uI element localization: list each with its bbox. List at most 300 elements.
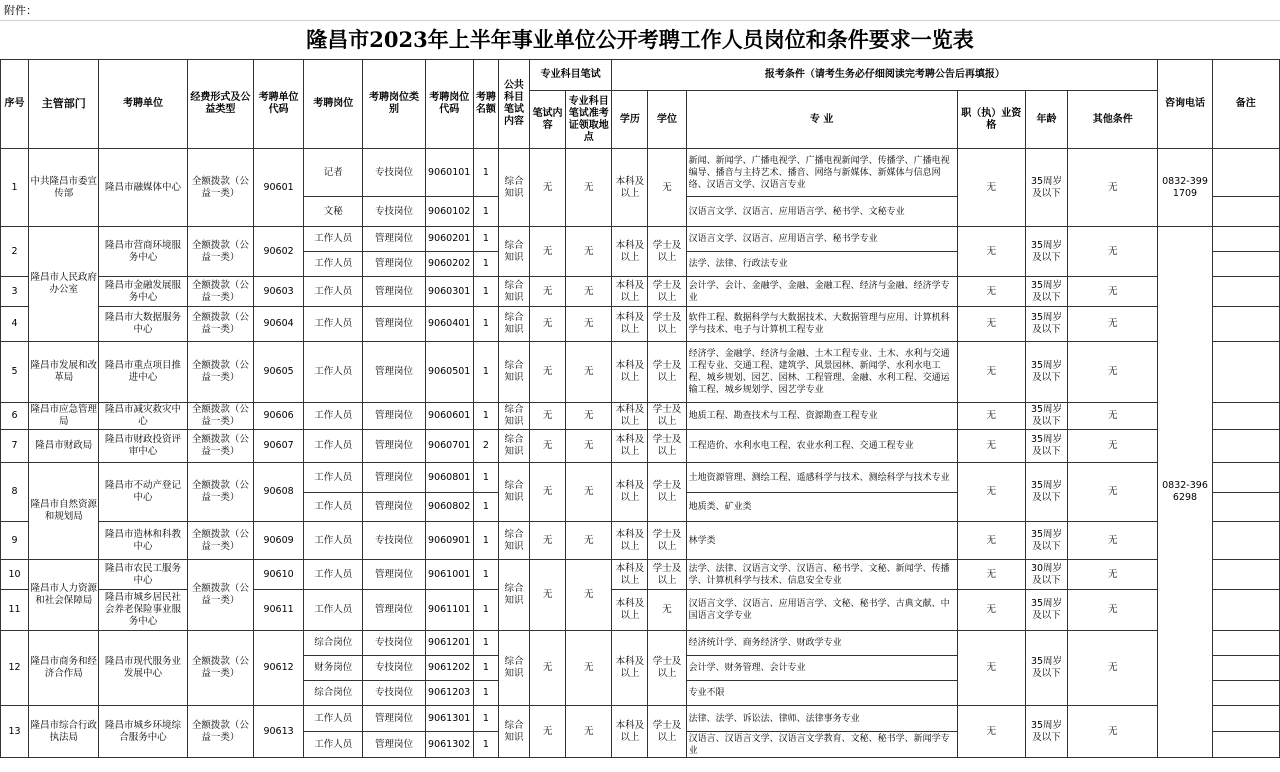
table-row (1, 706, 1280, 732)
cell-post-type: 专技岗位 (363, 681, 425, 706)
cell-unit-code: 90613 (253, 706, 303, 758)
cell-age: 35周岁及以下 (1025, 430, 1067, 463)
cell-dept: 隆昌市财政局 (29, 430, 99, 463)
cell-major: 经济统计学、商务经济学、财政学专业 (686, 631, 957, 656)
cell-seq: 6 (1, 403, 29, 430)
cell-post-type: 管理岗位 (363, 732, 425, 758)
header-age: 年龄 (1025, 91, 1067, 149)
cell-post: 工作人员 (304, 342, 363, 403)
cell-degree: 学士及以上 (648, 342, 686, 403)
cell-post: 财务岗位 (304, 656, 363, 681)
cell-edu: 本科及以上 (612, 463, 648, 522)
cell-spec: 无 (530, 631, 566, 706)
header-conditions-group: 报考条件（请考生务必仔细阅读完考聘公告后再填报） (612, 60, 1158, 91)
cell-unit: 隆昌市城乡居民社会养老保险事业服务中心 (99, 590, 187, 631)
cell-quota: 1 (473, 493, 498, 522)
cell-spec: 无 (530, 227, 566, 277)
cell-post-code: 9060901 (425, 522, 473, 560)
cell-degree: 无 (648, 149, 686, 227)
cell-ticket: 无 (566, 522, 612, 560)
cell-major: 地质工程、勘查技术与工程、资源勘查工程专业 (686, 403, 957, 430)
cell-post-code: 9061302 (425, 732, 473, 758)
cell-ticket: 无 (566, 227, 612, 277)
cell-funding: 全额拨款（公益一类） (187, 149, 253, 227)
header-funding: 经费形式及公益类型 (187, 60, 253, 149)
cell-spec: 无 (530, 522, 566, 560)
cell-post: 工作人员 (304, 430, 363, 463)
cell-funding: 全额拨款（公益一类） (187, 277, 253, 307)
cell-post-code: 9061101 (425, 590, 473, 631)
cell-post-type: 管理岗位 (363, 227, 425, 252)
cell-spec: 无 (530, 706, 566, 758)
cell-qual: 无 (957, 590, 1025, 631)
cell-age: 35周岁及以下 (1025, 403, 1067, 430)
attachment-label: 附件： (4, 4, 37, 17)
cell-major: 会计学、财务管理、会计专业 (686, 656, 957, 681)
cell-major: 软件工程、数据科学与大数据技术、大数据管理与应用、计算机科学与技术、电子与计算机工程专业 (686, 307, 957, 342)
cell-edu: 本科及以上 (612, 430, 648, 463)
header-education: 学历 (612, 91, 648, 149)
cell-seq: 10 (1, 560, 29, 590)
cell-quota: 1 (473, 197, 498, 227)
cell-remark (1212, 732, 1279, 758)
cell-post: 工作人员 (304, 522, 363, 560)
cell-funding: 全额拨款（公益一类） (187, 560, 253, 631)
cell-unit: 隆昌市不动产登记中心 (99, 463, 187, 522)
cell-unit-code: 90611 (253, 590, 303, 631)
cell-edu: 本科及以上 (612, 560, 648, 590)
cell-spec: 无 (530, 430, 566, 463)
cell-age: 35周岁及以下 (1025, 590, 1067, 631)
table-row (1, 307, 1280, 342)
cell-dept: 隆昌市人力资源和社会保障局 (29, 560, 99, 631)
cell-dept: 隆昌市商务和经济合作局 (29, 631, 99, 706)
header-degree: 学位 (648, 91, 686, 149)
cell-unit: 隆昌市营商环境服务中心 (99, 227, 187, 277)
cell-seq: 4 (1, 307, 29, 342)
cell-post-code: 9061201 (425, 631, 473, 656)
cell-major: 汉语言文学、汉语言、应用语言学、秘书学、文秘专业 (686, 197, 957, 227)
cell-seq: 9 (1, 522, 29, 560)
cell-public: 综合知识 (498, 560, 529, 631)
header-major: 专 业 (686, 91, 957, 149)
cell-post-code: 9060202 (425, 252, 473, 277)
cell-post-type: 管理岗位 (363, 560, 425, 590)
cell-public: 综合知识 (498, 149, 529, 227)
cell-major: 会计学、会计、金融学、金融、金融工程、经济与金融、经济学专业 (686, 277, 957, 307)
cell-quota: 1 (473, 342, 498, 403)
cell-spec: 无 (530, 463, 566, 522)
header-post-code: 考聘岗位代码 (425, 60, 473, 149)
cell-other: 无 (1068, 522, 1158, 560)
cell-remark (1212, 522, 1279, 560)
cell-post-code: 9061203 (425, 681, 473, 706)
header-remark: 备注 (1212, 60, 1279, 149)
cell-edu: 本科及以上 (612, 277, 648, 307)
table-row (1, 463, 1280, 493)
cell-unit-code: 90605 (253, 342, 303, 403)
cell-quota: 1 (473, 732, 498, 758)
cell-unit-code: 90601 (253, 149, 303, 227)
cell-seq: 1 (1, 149, 29, 227)
cell-spec: 无 (530, 560, 566, 631)
cell-post-type: 管理岗位 (363, 342, 425, 403)
cell-major: 工程造价、水利水电工程、农业水利工程、交通工程专业 (686, 430, 957, 463)
cell-post-code: 9060601 (425, 403, 473, 430)
cell-post: 工作人员 (304, 463, 363, 493)
cell-age: 35周岁及以下 (1025, 522, 1067, 560)
cell-ticket: 无 (566, 403, 612, 430)
table-row (1, 227, 1280, 252)
cell-other: 无 (1068, 227, 1158, 277)
cell-spec: 无 (530, 403, 566, 430)
cell-edu: 本科及以上 (612, 590, 648, 631)
cell-post-type: 管理岗位 (363, 307, 425, 342)
header-spec-content: 笔试内容 (530, 91, 566, 149)
cell-funding: 全额拨款（公益一类） (187, 342, 253, 403)
cell-other: 无 (1068, 590, 1158, 631)
cell-remark (1212, 252, 1279, 277)
table-row (1, 430, 1280, 463)
cell-post: 工作人员 (304, 590, 363, 631)
cell-post-code: 9061301 (425, 706, 473, 732)
cell-remark (1212, 463, 1279, 493)
header-post-type: 考聘岗位类别 (363, 60, 425, 149)
cell-unit: 隆昌市金融发展服务中心 (99, 277, 187, 307)
header-quota: 考聘名额 (473, 60, 498, 149)
cell-unit: 隆昌市农民工服务中心 (99, 560, 187, 590)
cell-remark (1212, 342, 1279, 403)
cell-post: 工作人员 (304, 252, 363, 277)
cell-post-code: 9060801 (425, 463, 473, 493)
cell-public: 综合知识 (498, 430, 529, 463)
cell-seq: 2 (1, 227, 29, 277)
cell-age: 35周岁及以下 (1025, 227, 1067, 277)
cell-edu: 本科及以上 (612, 522, 648, 560)
cell-ticket: 无 (566, 149, 612, 227)
cell-post: 工作人员 (304, 560, 363, 590)
cell-major: 专业不限 (686, 681, 957, 706)
cell-dept: 隆昌市发展和改革局 (29, 342, 99, 403)
cell-qual: 无 (957, 463, 1025, 522)
cell-remark (1212, 227, 1279, 252)
cell-post-type: 管理岗位 (363, 463, 425, 493)
cell-degree: 学士及以上 (648, 560, 686, 590)
cell-qual: 无 (957, 560, 1025, 590)
cell-qual: 无 (957, 522, 1025, 560)
header-unit: 考聘单位 (99, 60, 187, 149)
cell-unit-code: 90606 (253, 403, 303, 430)
cell-dept: 中共隆昌市委宣传部 (29, 149, 99, 227)
header-unit-code: 考聘单位代码 (253, 60, 303, 149)
cell-unit: 隆昌市财政投资评审中心 (99, 430, 187, 463)
cell-degree: 学士及以上 (648, 463, 686, 522)
cell-post-code: 9060301 (425, 277, 473, 307)
cell-unit-code: 90609 (253, 522, 303, 560)
cell-edu: 本科及以上 (612, 307, 648, 342)
cell-remark (1212, 631, 1279, 656)
table-row (1, 342, 1280, 403)
table-row (1, 277, 1280, 307)
cell-post-code: 9061001 (425, 560, 473, 590)
cell-ticket: 无 (566, 631, 612, 706)
cell-unit: 隆昌市城乡环境综合服务中心 (99, 706, 187, 758)
cell-unit-code: 90602 (253, 227, 303, 277)
sheet-top-row (0, 0, 1280, 21)
table-row (1, 522, 1280, 560)
cell-age: 35周岁及以下 (1025, 631, 1067, 706)
cell-edu: 本科及以上 (612, 403, 648, 430)
cell-other: 无 (1068, 631, 1158, 706)
cell-qual: 无 (957, 342, 1025, 403)
cell-post: 综合岗位 (304, 681, 363, 706)
header-post: 考聘岗位 (304, 60, 363, 149)
cell-public: 综合知识 (498, 403, 529, 430)
cell-seq: 7 (1, 430, 29, 463)
cell-age: 35周岁及以下 (1025, 307, 1067, 342)
header-dept: 主管部门 (29, 60, 99, 149)
cell-post: 工作人员 (304, 403, 363, 430)
cell-unit-code: 90608 (253, 463, 303, 522)
cell-qual: 无 (957, 307, 1025, 342)
cell-quota: 1 (473, 149, 498, 197)
cell-major: 林学类 (686, 522, 957, 560)
cell-phone: 0832-3966298 (1158, 227, 1212, 758)
cell-degree: 学士及以上 (648, 277, 686, 307)
cell-other: 无 (1068, 307, 1158, 342)
header-spec-exam-group: 专业科目笔试 (530, 60, 612, 91)
cell-age: 35周岁及以下 (1025, 342, 1067, 403)
cell-post-code: 9060401 (425, 307, 473, 342)
cell-dept: 隆昌市综合行政执法局 (29, 706, 99, 758)
cell-other: 无 (1068, 342, 1158, 403)
cell-funding: 全额拨款（公益一类） (187, 430, 253, 463)
table-row (1, 560, 1280, 590)
cell-seq: 8 (1, 463, 29, 522)
cell-edu: 本科及以上 (612, 342, 648, 403)
cell-quota: 1 (473, 403, 498, 430)
cell-major: 土地资源管理、测绘工程、遥感科学与技术、测绘科学与技术专业 (686, 463, 957, 493)
cell-remark (1212, 590, 1279, 631)
cell-post-code: 9060501 (425, 342, 473, 403)
cell-post-type: 管理岗位 (363, 403, 425, 430)
cell-unit: 隆昌市大数据服务中心 (99, 307, 187, 342)
cell-funding: 全额拨款（公益一类） (187, 706, 253, 758)
cell-remark (1212, 149, 1279, 197)
cell-post: 综合岗位 (304, 631, 363, 656)
cell-quota: 2 (473, 430, 498, 463)
cell-ticket: 无 (566, 342, 612, 403)
cell-quota: 1 (473, 252, 498, 277)
cell-qual: 无 (957, 706, 1025, 758)
cell-edu: 本科及以上 (612, 631, 648, 706)
cell-remark (1212, 197, 1279, 227)
cell-post-code: 9060102 (425, 197, 473, 227)
cell-other: 无 (1068, 463, 1158, 522)
cell-ticket: 无 (566, 307, 612, 342)
cell-post: 工作人员 (304, 732, 363, 758)
cell-edu: 本科及以上 (612, 227, 648, 277)
cell-dept: 隆昌市人民政府办公室 (29, 227, 99, 342)
cell-major: 汉语言文学、汉语言、应用语言学、文秘、秘书学、古典文献、中国语言文学专业 (686, 590, 957, 631)
header-seq: 序号 (1, 60, 29, 149)
cell-quota: 1 (473, 681, 498, 706)
cell-unit-code: 90612 (253, 631, 303, 706)
cell-degree: 学士及以上 (648, 706, 686, 758)
cell-remark (1212, 430, 1279, 463)
cell-post-type: 管理岗位 (363, 277, 425, 307)
cell-major: 经济学、金融学、经济与金融、土木工程专业、土木、水利与交通工程专业、交通工程、建筑学、风景园林、新闻学、水利水电工程、城乡规划、园艺、园林、工程管理、金融、水利工程、交通运输工程、城乡规划学、园艺学专业 (686, 342, 957, 403)
cell-other: 无 (1068, 403, 1158, 430)
cell-funding: 全额拨款（公益一类） (187, 227, 253, 277)
cell-dept: 隆昌市自然资源和规划局 (29, 463, 99, 560)
cell-remark (1212, 307, 1279, 342)
cell-unit-code: 90603 (253, 277, 303, 307)
cell-quota: 1 (473, 656, 498, 681)
cell-seq: 13 (1, 706, 29, 758)
cell-post-code: 9061202 (425, 656, 473, 681)
table-row (1, 631, 1280, 656)
cell-public: 综合知识 (498, 522, 529, 560)
cell-ticket: 无 (566, 706, 612, 758)
cell-degree: 无 (648, 590, 686, 631)
cell-degree: 学士及以上 (648, 307, 686, 342)
cell-spec: 无 (530, 342, 566, 403)
cell-post-code: 9060701 (425, 430, 473, 463)
cell-ticket: 无 (566, 277, 612, 307)
cell-unit-code: 90607 (253, 430, 303, 463)
cell-quota: 1 (473, 560, 498, 590)
cell-post-type: 专技岗位 (363, 631, 425, 656)
cell-public: 综合知识 (498, 342, 529, 403)
cell-other: 无 (1068, 277, 1158, 307)
cell-other: 无 (1068, 560, 1158, 590)
cell-post: 工作人员 (304, 227, 363, 252)
cell-post-code: 9060802 (425, 493, 473, 522)
cell-seq: 11 (1, 590, 29, 631)
cell-funding: 全额拨款（公益一类） (187, 631, 253, 706)
cell-unit: 隆昌市现代服务业发展中心 (99, 631, 187, 706)
cell-public: 综合知识 (498, 631, 529, 706)
cell-post: 工作人员 (304, 706, 363, 732)
cell-age: 35周岁及以下 (1025, 706, 1067, 758)
cell-unit-code: 90610 (253, 560, 303, 590)
cell-major: 汉语言、汉语言文学、汉语言文学教育、文秘、秘书学、新闻学专业 (686, 732, 957, 758)
cell-quota: 1 (473, 590, 498, 631)
cell-public: 综合知识 (498, 277, 529, 307)
cell-quota: 1 (473, 522, 498, 560)
cell-quota: 1 (473, 463, 498, 493)
cell-post-code: 9060201 (425, 227, 473, 252)
cell-major: 法学、法律、行政法专业 (686, 252, 957, 277)
cell-remark (1212, 560, 1279, 590)
cell-funding: 全额拨款（公益一类） (187, 307, 253, 342)
cell-major: 汉语言文学、汉语言、应用语言学、秘书学专业 (686, 227, 957, 252)
page-title: 隆昌市2023年上半年事业单位公开考聘工作人员岗位和条件要求一览表 (306, 27, 974, 52)
cell-spec: 无 (530, 307, 566, 342)
cell-degree: 学士及以上 (648, 522, 686, 560)
cell-unit: 隆昌市融媒体中心 (99, 149, 187, 227)
cell-quota: 1 (473, 307, 498, 342)
cell-major: 地质类、矿业类 (686, 493, 957, 522)
cell-ticket: 无 (566, 560, 612, 631)
cell-post-type: 专技岗位 (363, 197, 425, 227)
cell-dept: 隆昌市应急管理局 (29, 403, 99, 430)
cell-funding: 全额拨款（公益一类） (187, 522, 253, 560)
cell-unit: 隆昌市造林和科教中心 (99, 522, 187, 560)
cell-public: 综合知识 (498, 307, 529, 342)
cell-qual: 无 (957, 277, 1025, 307)
cell-seq: 12 (1, 631, 29, 706)
cell-degree: 学士及以上 (648, 631, 686, 706)
cell-unit-code: 90604 (253, 307, 303, 342)
table-row (1, 403, 1280, 430)
cell-post: 工作人员 (304, 307, 363, 342)
cell-post: 文秘 (304, 197, 363, 227)
cell-phone: 0832-3991709 (1158, 149, 1212, 227)
cell-degree: 学士及以上 (648, 227, 686, 277)
cell-post: 工作人员 (304, 277, 363, 307)
table-row (1, 149, 1280, 197)
cell-edu: 本科及以上 (612, 706, 648, 758)
cell-seq: 5 (1, 342, 29, 403)
cell-remark (1212, 681, 1279, 706)
cell-post-code: 9060101 (425, 149, 473, 197)
cell-unit: 隆昌市减灾救灾中心 (99, 403, 187, 430)
cell-major: 法律、法学、诉讼法、律师、法律事务专业 (686, 706, 957, 732)
cell-public: 综合知识 (498, 706, 529, 758)
cell-post-type: 管理岗位 (363, 706, 425, 732)
cell-seq: 3 (1, 277, 29, 307)
cell-ticket: 无 (566, 463, 612, 522)
cell-other: 无 (1068, 706, 1158, 758)
cell-age: 35周岁及以下 (1025, 149, 1067, 227)
cell-post-type: 专技岗位 (363, 522, 425, 560)
cell-major: 新闻、新闻学、广播电视学、广播电视新闻学、传播学、广播电视编导、播音与主持艺术、播音、网络与新媒体、新媒体与信息网络、汉语言文学、汉语言专业 (686, 149, 957, 197)
cell-quota: 1 (473, 631, 498, 656)
cell-qual: 无 (957, 403, 1025, 430)
cell-age: 35周岁及以下 (1025, 463, 1067, 522)
header-other: 其他条件 (1068, 91, 1158, 149)
cell-quota: 1 (473, 277, 498, 307)
cell-funding: 全额拨款（公益一类） (187, 403, 253, 430)
cell-quota: 1 (473, 227, 498, 252)
cell-qual: 无 (957, 149, 1025, 227)
header-public-exam: 公共科目笔试内容 (498, 60, 529, 149)
cell-qual: 无 (957, 631, 1025, 706)
cell-public: 综合知识 (498, 227, 529, 277)
cell-post-type: 专技岗位 (363, 149, 425, 197)
cell-spec: 无 (530, 277, 566, 307)
cell-post: 记者 (304, 149, 363, 197)
cell-remark (1212, 656, 1279, 681)
cell-remark (1212, 403, 1279, 430)
cell-post-type: 管理岗位 (363, 430, 425, 463)
cell-qual: 无 (957, 227, 1025, 277)
cell-other: 无 (1068, 430, 1158, 463)
cell-funding: 全额拨款（公益一类） (187, 463, 253, 522)
cell-post-type: 专技岗位 (363, 656, 425, 681)
header-phone: 咨询电话 (1158, 60, 1212, 149)
cell-post: 工作人员 (304, 493, 363, 522)
cell-remark (1212, 493, 1279, 522)
header-spec-ticket: 专业科目笔试准考证领取地点 (566, 91, 612, 149)
recruitment-table (0, 59, 1280, 758)
cell-ticket: 无 (566, 430, 612, 463)
cell-degree: 学士及以上 (648, 430, 686, 463)
cell-remark (1212, 706, 1279, 732)
cell-age: 30周岁及以下 (1025, 560, 1067, 590)
